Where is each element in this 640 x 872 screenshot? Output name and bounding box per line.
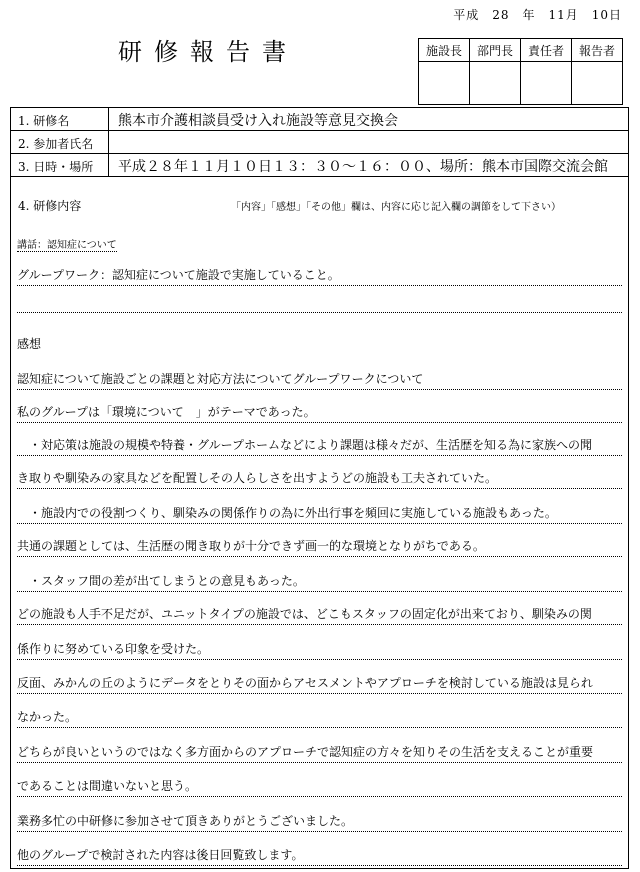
content-line: であることは間違いないと思う。 xyxy=(17,777,622,797)
content-line: ・施設内での役割つくり、馴染みの関係作りの為に外出行事を頻回に実施している施設もあった。 xyxy=(17,504,622,524)
field-row-datetime-place xyxy=(11,154,628,177)
divider xyxy=(108,131,109,153)
content-line: 認知症について施設ごとの課題と対応方法についてグループワークについて xyxy=(17,370,622,390)
lecture-line xyxy=(17,236,622,251)
stamp-box-facility-head[interactable] xyxy=(419,62,470,105)
content-line: き取りや馴染みの家具などを配置しその人らしさを出すようどの施設も工夫されていた。 xyxy=(17,469,622,489)
report-form xyxy=(10,107,629,869)
field-label: 3. 日時・場所 xyxy=(18,160,94,174)
group-work-line: グループワーク：認知症について施設で実施していること。 xyxy=(17,266,622,286)
stamp-box-dept-head[interactable] xyxy=(470,62,521,105)
page-title: 研修報告書 xyxy=(118,38,298,66)
training-name-value[interactable]: 熊本市介護相談員受け入れ施設等意見交換会 xyxy=(118,113,398,129)
field-row-participant xyxy=(11,131,628,154)
stamp-box-manager[interactable] xyxy=(521,62,572,105)
stamp-box-reporter[interactable] xyxy=(572,62,623,105)
stamp-header-reporter: 報告者 xyxy=(572,39,623,62)
content-line: ・スタッフ間の差が出てしまうとの意見もあった。 xyxy=(17,572,622,592)
stamp-header-manager: 責任者 xyxy=(521,39,572,62)
content-line: 業務多忙の中研修に参加させて頂きありがとうございました。 xyxy=(17,812,622,832)
field-label: 2. 参加者氏名 xyxy=(18,137,94,151)
content-line: ・対応策は施設の規模や特養・グループホームなどにより課題は様々だが、生活歴を知る為に家族への聞 xyxy=(17,436,622,456)
content-line: 私のグループは「環境について 」がテーマであった。 xyxy=(17,403,622,423)
content-line: 反面、みかんの丘のようにデータをとりその面からアセスメントやアプローチを検討している施設は見られ xyxy=(17,674,622,694)
content-line: 係作りに努めている印象を受けた。 xyxy=(17,640,622,660)
lecture-text: 講話：認知症について xyxy=(17,240,117,251)
section4-note: 「内容」「感想」「その他」欄は、内容に応じ記入欄の調節をして下さい） xyxy=(231,202,561,213)
stamp-header-facility-head: 施設長 xyxy=(419,39,470,62)
stamp-header-dept-head: 部門長 xyxy=(470,39,521,62)
field-label: 1. 研修名 xyxy=(18,114,70,128)
impression-label: 感想 xyxy=(17,337,42,351)
content-line: 他のグループで検討された内容は後日回覧致します。 xyxy=(17,846,622,866)
content-line: なかった。 xyxy=(17,708,622,728)
datetime-place-value[interactable]: 平成２８年１１月１０日１３：３０～１６：００、場所：熊本市国際交流会館 xyxy=(118,159,608,175)
divider xyxy=(108,154,109,176)
approval-stamp-table xyxy=(418,38,623,105)
content-line: どの施設も人手不足だが、ユニットタイプの施設では、どこもスタッフの固定化が出来ており、馴染みの関 xyxy=(17,605,622,625)
content-line: 共通の課題としては、生活歴の聞き取りが十分できず画一的な環境となりがちである。 xyxy=(17,537,622,557)
divider xyxy=(108,108,109,130)
blank-line xyxy=(17,298,622,313)
report-date: 平成 28 年 11月 10日 xyxy=(453,8,622,22)
field-row-training-name xyxy=(11,108,628,131)
section4-label: 4. 研修内容 xyxy=(18,199,82,213)
content-line: どちらが良いというのではなく多方面からのアプローチで認知症の方々を知りその生活を支えることが重要 xyxy=(17,743,622,763)
